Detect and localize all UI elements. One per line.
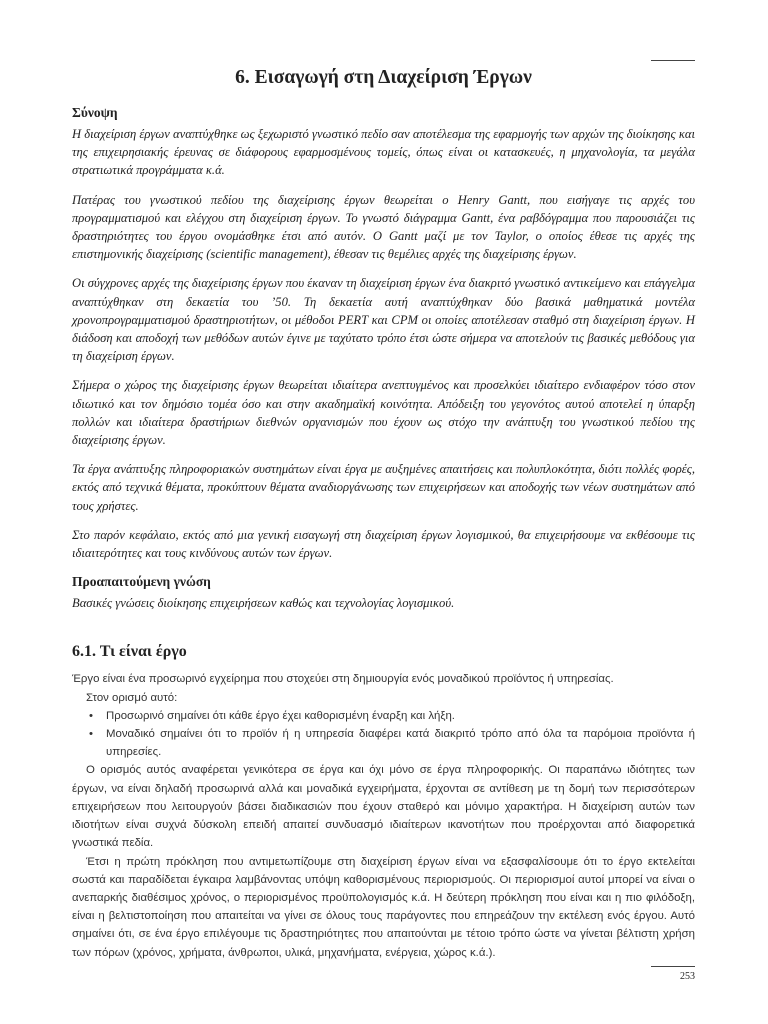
bullet-item [72,707,695,725]
definition-paragraph: Έργο είναι ένα προσωρινό εγχείρημα που στοχεύει στη δημιουργία ενός μοναδικού προϊόντος ή υπηρεσίας. [72,673,614,686]
body-paragraph-1: Ο ορισμός αυτός αναφέρεται γενικότερα σε έργα και όχι μόνο σε έργα πληροφορικής. Οι παραπάνω ιδιότητες των έργων, να είναι δηλαδή προσωρινά αλλά και μοναδικά εγχειρήματα, έρχονται σε αντίθεση με τη δομή των περισσότερων επιχειρήσεων που λειτουργούν βάσει διαδικασιών που έχουν σταθερό και μόνιμο χαρακτήρα. Η διαχείριση αυτών των ιδιοτήτων είναι συχνά δύσκολη επειδή απαιτεί συνδυασμό ιδιαίτερων ικανοτήτων που προέρχονται από διαφορετικά γνωστικά πεδία. [72,764,695,850]
bullet-text: Μοναδικό σημαίνει ότι το προϊόν ή η υπηρεσία διαφέρει κατά διακριτό τρόπο από όλα τα παρόμοια προϊόντα ή υπηρεσίες. [106,728,695,759]
bullet-marker: • [89,728,93,741]
summary-paragraph-1: Η διαχείριση έργων αναπτύχθηκε ως ξεχωριστό γνωστικό πεδίο σαν αποτέλεσμα της εφαρμογής των αρχών της διοίκησης και της επιχειρησιακής έρευνας σε διάφορους εφαρμοσμένους τομείς, όπως είναι οι κατασκευές, η μηχανολογία, τα μεγάλα στρατιωτικά προγράμματα κ.ά. [72,127,695,178]
page-number: 253 [680,971,695,982]
summary-paragraph-5: Τα έργα ανάπτυξης πληροφοριακών συστημάτων είναι έργα με αυξημένες απαιτήσεις και πολυπλοκότητα, διότι πολλές φορές, εκτός από τεχνικά θέματα, προκύπτουν θέματα αναδιοργάνωσης των επιχειρήσεων και αποδοχής των νέων συστημάτων από τους χρήστες. [72,462,695,513]
footer-rule [651,966,695,967]
bullet-marker: • [89,709,93,722]
section-title: 6.1. Τι είναι έργο [72,643,187,661]
definition-bullet-list [72,707,695,762]
bullet-text: Προσωρινό σημαίνει ότι κάθε έργο έχει καθορισμένη έναρξη και λήξη. [106,709,455,722]
prerequisites-heading: Προαπαιτούμενη γνώση [72,574,211,590]
prerequisites-text: Βασικές γνώσεις διοίκησης επιχειρήσεων καθώς και τεχνολογίας λογισμικού. [72,596,455,611]
summary-paragraph-3: Οι σύγχρονες αρχές της διαχείρισης έργων που έκαναν τη διαχείριση έργων ένα διακριτό γνωστικό αντικείμενο και επάγγελμα αναπτύχθηκαν στη δεκαετία του ’50. Τη δεκαετία αυτή αναπτύχθηκαν δύο βασικά μαθηματικά μοντέλα χρονοπρογραμματισμού δραστηριοτήτων, οι μέθοδοι PERT και CPM οι οποίες αποτέλεσαν σταθμό στη διαχείριση έργων. Η διάδοση και αποδοχή των μεθόδων αυτών έγινε με ταχύτατο τρόπο έτσι ώστε σήμερα να αποτελούν τις βασικές μεθόδους για τη διαχείριση έργων. [72,276,695,364]
body-paragraph-2: Έτσι η πρώτη πρόκληση που αντιμετωπίζουμε στη διαχείριση έργων είναι να εξασφαλίσουμε ότι το έργο εκτελείται σωστά και παραδίδεται έγκαιρα λαμβάνοντας υπόψη καθορισμένους περιορισμούς. Οι περιορισμοί αυτοί μπορεί να είναι ο ανεπαρκής διαθέσιμος χρόνος, ο περιορισμένος προϋπολογισμός κ.ά. Η δεύτερη πρόκληση που είναι και η πιο φιλόδοξη, είναι η βελτιστοποίηση που απαιτείται να γίνει σε όλους τους παράγοντες που επηρεάζουν την εκτέλεση ενός έργου. Αυτό σημαίνει ότι, σε ένα έργο επιλέγουμε τις δραστηριότητες που απαιτούνται με τέτοιο τρόπο ώστε να γίνεται βέλτιστη χρήση των πόρων (χρόνος, χρήματα, άνθρωποι, υλικά, μηχανήματα, ενέργεια, χώρος κ.ά.). [72,855,695,959]
summary-paragraph-4: Σήμερα ο χώρος της διαχείρισης έργων θεωρείται ιδιαίτερα ανεπτυγμένος και προσελκύει ιδιαίτερο ενδιαφέρον τόσο στον ιδιωτικό και τον δημόσιο τομέα όσο και στην ακαδημαϊκή κοινότητα. Απόδειξη του γεγονότος αυτού αποτελεί η ύπαρξη πολλών και ιδιαίτερα δραστήριων διεθνών οργανισμών που έχουν ως στόχο την ανάπτυξη του γνωστικού πεδίου της διαχείρισης έργων. [72,378,695,448]
definition-lead: Στον ορισμό αυτό: [86,691,178,704]
summary-heading: Σύνοψη [72,105,118,120]
summary-paragraph-6: Στο παρόν κεφάλαιο, εκτός από μια γενική εισαγωγή στη διαχείριση έργων λογισμικού, θα επιχειρήσουμε να εκθέσουμε τις ιδιαιτερότητες και τους κινδύνους αυτών των έργων. [72,527,695,561]
chapter-title: 6. Εισαγωγή στη Διαχείριση Έργων [235,67,532,88]
bullet-item [72,725,695,761]
summary-paragraph-2: Πατέρας του γνωστικού πεδίου της διαχείρισης έργων θεωρείται ο Henry Gantt, που εισήγαγε τις αρχές του προγραμματισμού και ελέγχου στη διαχείριση έργων. Το γνωστό διάγραμμα Gantt, ένα ραβδόγραμμα που παρουσιάζει τις δραστηριότητες του έργου ονομάσθηκε έτσι από αυτόν. Ο Gantt μαζί με τον Taylor, ο οποίος έθεσε τις αρχές της επιστημονικής διαχείρισης (scientific management), έθεσαν τις θεμέλιες αρχές της διαχείρισης έργων. [72,192,695,262]
page-content [72,66,695,962]
header-rule [651,60,695,61]
